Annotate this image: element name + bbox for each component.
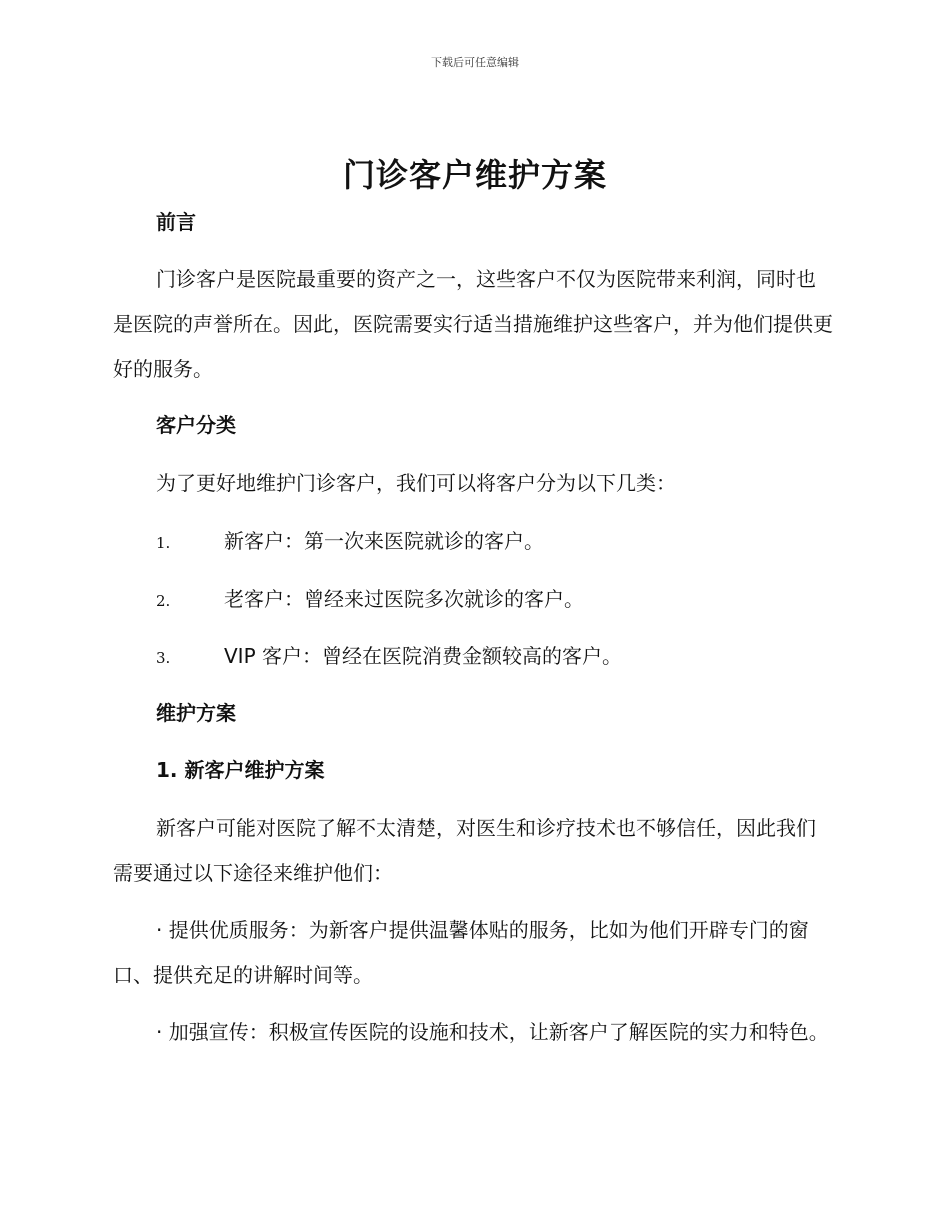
classification-intro: 为了更好地维护门诊客户，我们可以将客户分为以下几类： xyxy=(156,471,676,495)
list-item xyxy=(156,584,836,616)
section-heading-plan: 维护方案 xyxy=(156,701,236,725)
section-heading-preface: 前言 xyxy=(156,210,196,234)
list-item xyxy=(156,641,836,673)
bullet-item: · 提供优质服务：为新客户提供温馨体贴的服务，比如为他们开辟专门的窗口、提供充足的讲解时间等。 xyxy=(113,918,809,987)
header-note: 下载后可任意编辑 xyxy=(431,56,519,69)
document-title: 门诊客户维护方案 xyxy=(342,156,607,194)
paragraph-preface: 门诊客户是医院最重要的资产之一，这些客户不仅为医院带来利润，同时也是医院的声誉所在。因此，医院需要实行适当措施维护这些客户，并为他们提供更好的服务。 xyxy=(113,267,833,381)
paragraph-new-customer: 新客户可能对医院了解不太清楚，对医生和诊疗技术也不够信任，因此我们需要通过以下途径来维护他们： xyxy=(113,816,816,885)
section-heading-classification: 客户分类 xyxy=(156,413,236,437)
bullet-item: · 加强宣传：积极宣传医院的设施和技术，让新客户了解医院的实力和特色。 xyxy=(156,1020,829,1044)
list-item-text: 新客户：第一次来医院就诊的客户。 xyxy=(224,529,544,553)
list-item-number: 1. xyxy=(156,534,171,552)
list-item-number: 3. xyxy=(156,649,171,667)
list-item-number: 2. xyxy=(156,592,171,610)
subsection-heading-new-customer: 1. 新客户维护方案 xyxy=(156,758,325,782)
list-item-text: 老客户：曾经来过医院多次就诊的客户。 xyxy=(224,587,584,611)
list-item-text: VIP 客户：曾经在医院消费金额较高的客户。 xyxy=(224,644,622,668)
list-item xyxy=(156,526,836,558)
